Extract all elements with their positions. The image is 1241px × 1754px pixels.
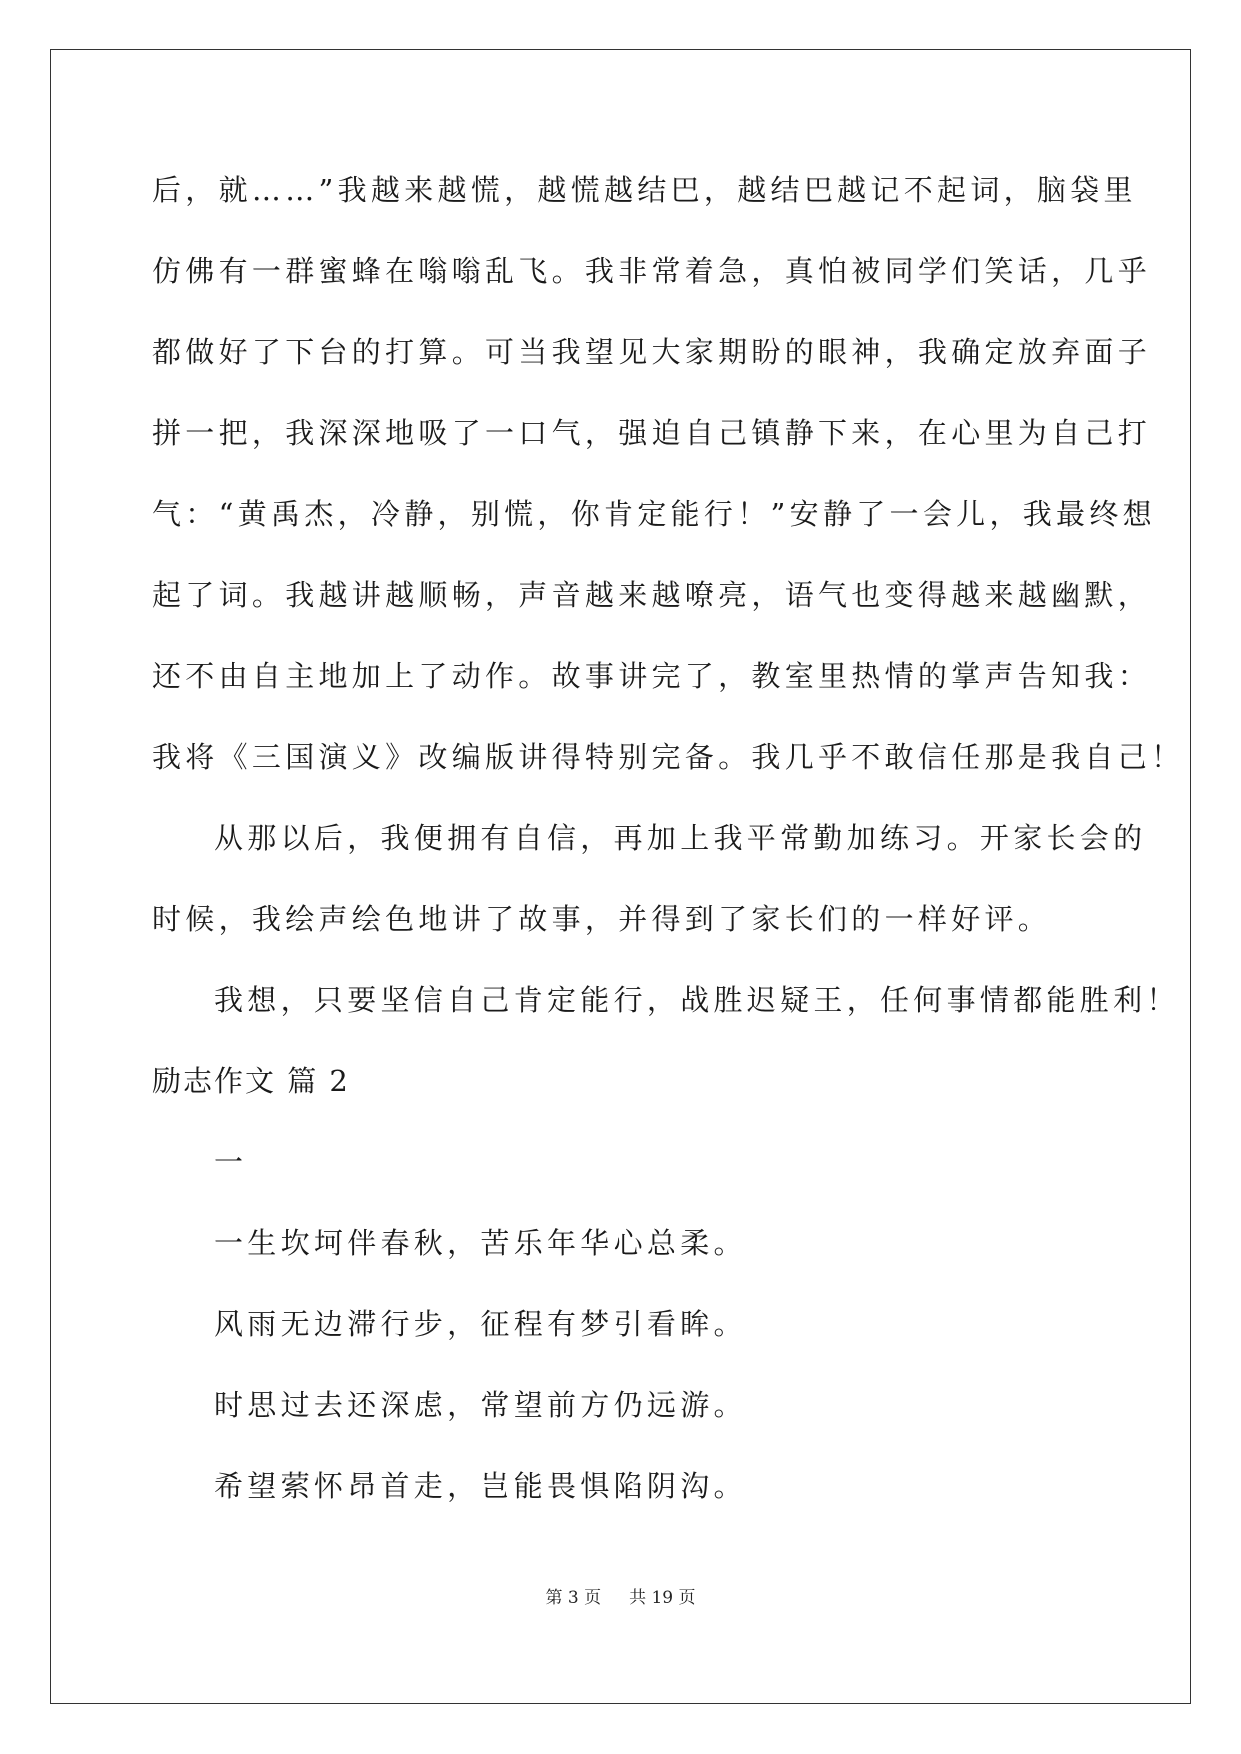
paragraph-line: 拼一把，我深深地吸了一口气，强迫自己镇静下来，在心里为自己打	[152, 416, 1152, 450]
page-total: 共 19 页	[629, 1588, 696, 1608]
page-number: 第 3 页	[545, 1588, 602, 1608]
paragraph-line: 仿佛有一群蜜蜂在嗡嗡乱飞。我非常着急，真怕被同学们笑话，几乎	[152, 254, 1152, 288]
poem-line: 一生坎坷伴春秋，苦乐年华心总柔。	[214, 1226, 747, 1260]
paragraph-line: 时候，我绘声绘色地讲了故事，并得到了家长们的一样好评。	[152, 902, 1052, 936]
paragraph-line: 从那以后，我便拥有自信，再加上我平常勤加练习。开家长会的	[214, 821, 1147, 855]
paragraph-line: 起了词。我越讲越顺畅，声音越来越嘹亮，语气也变得越来越幽默，	[152, 578, 1152, 612]
paragraph-line: 都做好了下台的打算。可当我望见大家期盼的眼神，我确定放弃面子	[152, 335, 1152, 369]
paragraph-line: 我想，只要坚信自己肯定能行，战胜迟疑王，任何事情都能胜利！	[214, 983, 1180, 1017]
poem-line: 时思过去还深虑，常望前方仍远游。	[214, 1388, 747, 1422]
paragraph-line: 还不由自主地加上了动作。故事讲完了，教室里热情的掌声告知我：	[152, 659, 1152, 693]
poem-line: 风雨无边滞行步，征程有梦引看眸。	[214, 1307, 747, 1341]
page-footer	[0, 1586, 1241, 1610]
paragraph-line: 后，就……”我越来越慌，越慌越结巴，越结巴越记不起词，脑袋里	[152, 173, 1137, 207]
paragraph-line: 气：“黄禹杰，冷静，别慌，你肯定能行！”安静了一会儿，我最终想	[152, 497, 1156, 531]
document-body	[152, 160, 1185, 1537]
section-heading: 励志作文 篇 2	[152, 1064, 350, 1098]
poem-number: 一	[214, 1145, 248, 1179]
paragraph-line: 我将《三国演义》改编版讲得特别完备。我几乎不敢信任那是我自己！	[152, 740, 1185, 774]
poem-line: 希望萦怀昂首走，岂能畏惧陷阴沟。	[214, 1469, 747, 1503]
